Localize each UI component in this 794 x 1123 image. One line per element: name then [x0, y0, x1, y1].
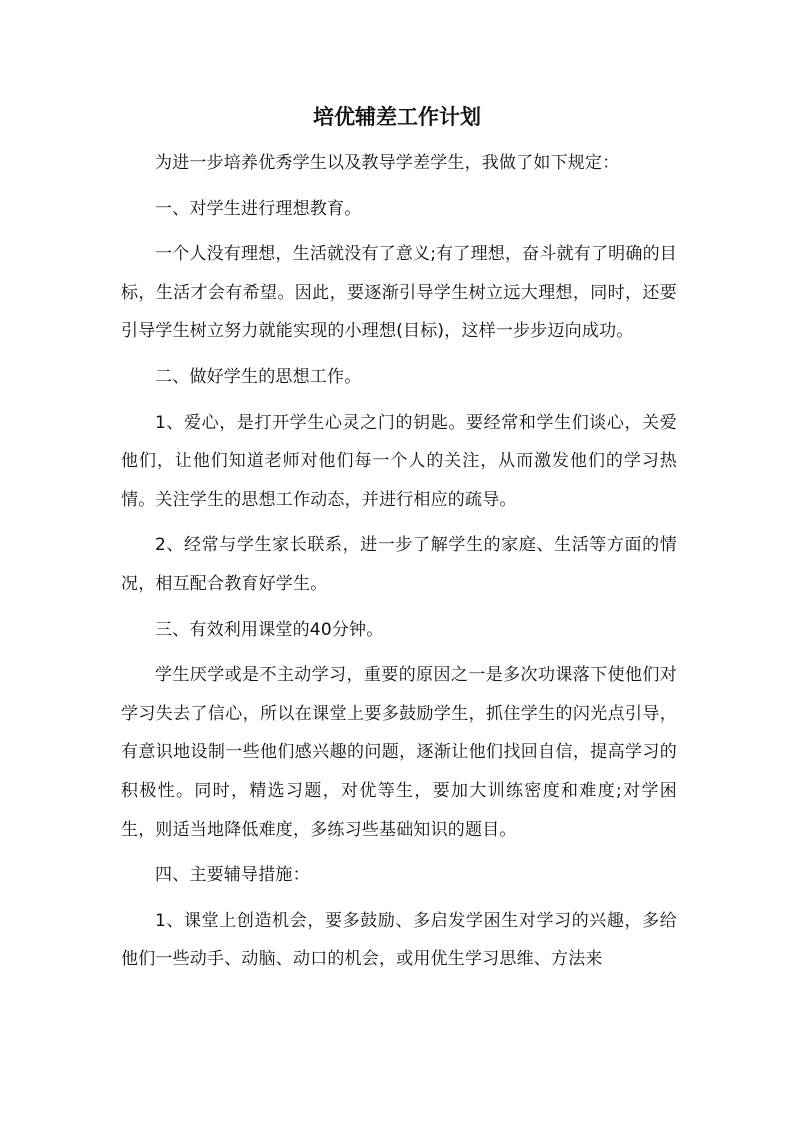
body-paragraph: 2、经常与学生家长联系，进一步了解学生的家庭、生活等方面的情况，相互配合教育好学生。 [121, 535, 677, 594]
intro-paragraph: 为进一步培养优秀学生以及教导学差学生，我做了如下规定： [155, 153, 620, 173]
section-heading-4: 四、主要辅导措施： [155, 865, 310, 886]
document-body [121, 144, 677, 986]
section-heading-2: 二、做好学生的思想工作。 [155, 366, 362, 387]
section-heading-3: 三、有效利用课堂的40分钟。 [155, 619, 384, 640]
body-paragraph: 1、爱心，是打开学生心灵之门的钥匙。要经常和学生们谈心，关爱他们，让他们知道老师对他们每一个人的关注，从而激发他们的学习热情。关注学生的思想工作动态，并进行相应的疏导。 [121, 412, 677, 510]
body-paragraph: 一个人没有理想，生活就没有了意义;有了理想，奋斗就有了明确的目标，生活才会有希望。因此，要逐渐引导学生树立远大理想，同时，还要引导学生树立努力就能实现的小理想(目标)，这样一步步迈向成功。 [121, 244, 677, 342]
document-title: 培优辅差工作计划 [313, 104, 481, 129]
body-paragraph: 学生厌学或是不主动学习，重要的原因之一是多次功课落下使他们对学习失去了信心，所以在课堂上要多鼓励学生，抓住学生的闪光点引导，有意识地设制一些他们感兴趣的问题，逐渐让他们找回自信，提高学习的积极性。同时，精选习题，对优等生，要加大训练密度和难度;对学困生，则适当地降低难度，多练习些基础知识的题目。 [121, 665, 677, 840]
body-paragraph: 1、课堂上创造机会，要多鼓励、多启发学困生对学习的兴趣，多给他们一些动手、动脑、动口的机会，或用优生学习思维、方法来 [121, 910, 677, 970]
section-heading-1: 一、对学生进行理想教育。 [155, 198, 362, 219]
